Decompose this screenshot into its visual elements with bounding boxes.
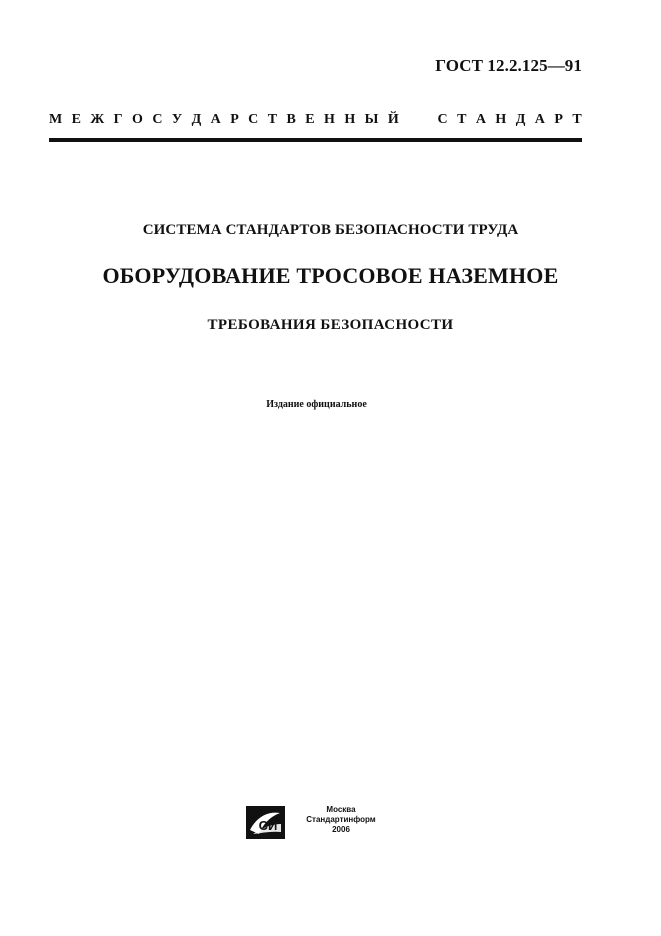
heading-letter: Н [344, 112, 356, 127]
heading-letter: Ы [364, 112, 379, 127]
heading-letter: С [152, 112, 163, 127]
heading-letter: Е [305, 112, 315, 127]
heading-rule [49, 138, 582, 142]
publisher-imprint [293, 805, 389, 835]
heading-letter: У [171, 112, 183, 127]
heading-letter: Н [324, 112, 335, 127]
heading-letter: Р [554, 112, 563, 127]
series-title: СИСТЕМА СТАНДАРТОВ БЕЗОПАСНОСТИ ТРУДА [142, 222, 519, 238]
heading-letter: Г [113, 112, 123, 127]
heading-letter: Д [515, 112, 526, 127]
heading-letter: С [437, 112, 448, 127]
heading-letter: А [475, 112, 486, 127]
heading-letter: Й [387, 112, 399, 127]
heading-letter: А [534, 112, 545, 127]
publisher-city: Москва [326, 805, 356, 814]
heading-letter: А [210, 112, 221, 127]
official-edition-label: Издание официальное [266, 399, 367, 410]
standartinform-logo [246, 806, 285, 839]
document-subtitle: ТРЕБОВАНИЯ БЕЗОПАСНОСТИ [207, 317, 454, 333]
heading-letter: С [248, 112, 259, 127]
interstate-standard-heading [49, 112, 582, 128]
heading-letter: Ж [90, 112, 105, 127]
publication-year: 2006 [332, 825, 350, 834]
heading-letter: М [49, 112, 63, 127]
logo-letters: СИ [258, 818, 278, 833]
standard-code: ГОСТ 12.2.125—91 [435, 56, 582, 75]
main-title: ОБОРУДОВАНИЕ ТРОСОВОЕ НАЗЕМНОЕ [102, 263, 559, 288]
publisher-block [246, 805, 396, 839]
heading-letter: О [132, 112, 143, 127]
publisher-name: Стандартинформ [306, 815, 376, 824]
heading-letter: Д [191, 112, 202, 127]
heading-letter: Т [267, 112, 278, 127]
heading-letter: Т [457, 112, 467, 127]
heading-letter: Р [230, 112, 239, 127]
heading-letter: Н [495, 112, 507, 127]
heading-letter: В [286, 112, 296, 127]
heading-letter: Т [572, 112, 582, 127]
heading-letter: Е [71, 112, 81, 127]
